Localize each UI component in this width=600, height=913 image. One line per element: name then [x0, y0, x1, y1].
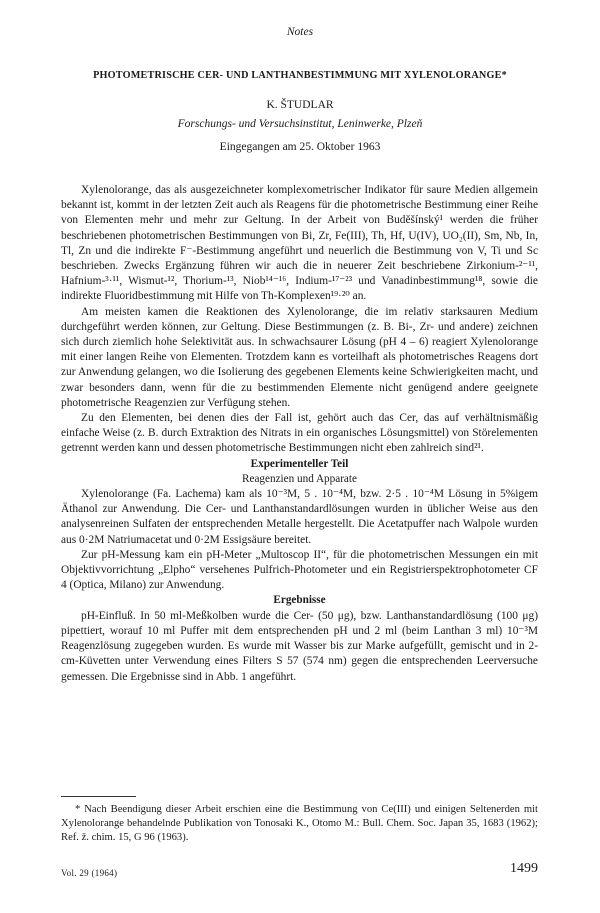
- article-body: [61, 183, 538, 685]
- article-title: PHOTOMETRISCHE CER- UND LANTHANBESTIMMUNG MIT XYLENOLORANGE*: [93, 70, 507, 81]
- footnote-divider: [61, 796, 136, 797]
- section-heading-experimental: Experimenteller Teil: [250, 457, 349, 470]
- paragraph-results-1: pH-Einfluß. In 50 ml-Meßkolben wurde die Cer- (50 μg), bzw. Lanthanstandardlösung (100 μg) pipettiert, worauf 10 ml Puffer mit dem entsprechenden pH und 2 ml (beim Lanthan 3 ml) 10⁻³M Reagenzlösung zugegeben wurden. Es wurde mit Wasser bis zur Marke aufgefüllt, gemischt und in 2-cm-Küvetten unter Verwendung eines Filters S 57 (574 nm) gegen die entsprechenden Leerversuche gemessen. Die Ergebnisse sind in Abb. 1 angeführt.: [61, 609, 538, 683]
- paragraph-intro-2: Am meisten kamen die Reaktionen des Xylenolorange, die im relativ starksauren Medium durchgeführt werden können, zur Geltung. Diese Bestimmungen (z. B. Bi-, Zr- und andere) zeichnen sich durch ziemlich hohe Selektivität aus. In schwachsaurer Lösung (pH 4 – 6) reagiert Xylenolorange mit einer langen Reihe von Elementen. Trotzdem kann es vorteilhaft als photometrisches Reagens dort zur Anwendung gelangen, wo die Isolierung des gegebenen Elements keine Schwierigkeiten macht, und zwar besonders dann, wenn für die zu bestimmenden Elemente nicht genügend andere geeignete photometrische Reagenzien zur Verfügung stehen.: [61, 305, 538, 409]
- footnote: * Nach Beendigung dieser Arbeit erschien eine die Bestimmung von Ce(III) und einigen Seltenerden mit Xylenolorange behandelnde Publikation von Tonosaki K., Otomo M.: Bull. Chem. Soc. Japan 35, 1683 (1962); Ref. ž. chim. 15, G 96 (1963).: [61, 804, 538, 843]
- paragraph-reagents-1: Xylenolorange (Fa. Lachema) kam als 10⁻³M, 5 . 10⁻⁴M, bzw. 2·5 . 10⁻⁴M Lösung in 5%igem Äthanol zur Anwendung. Die Cer- und Lanthanstandardlösungen wurden in üblicher Weise aus den analysenreinen Sulfaten der entsprechenden Metalle hergestellt. Die Acetatpuffer nach Walpole wurden aus 0·2M Natriumacetat und 0·2M Essigsäure bereitet.: [61, 488, 538, 546]
- paragraph-reagents-2: Zur pH-Messung kam ein pH-Meter „Multoscop II“, für die photometrischen Messungen ein mit Objektivvorrichtung „Elpho“ versehenes Pulfrich-Photometer und ein Registrierspektrophotometer CF 4 (Optica, Milano) zur Anwendung.: [61, 548, 538, 592]
- received-date: Eingegangen am 25. Oktober 1963: [219, 141, 381, 153]
- paragraph-intro-1: Xylenolorange, das als ausgezeichneter komplexometrischer Indikator für saure Medien allgemein bekannt ist, kommt in der letzten Zeit auch als Reagens für die photometrische Bestimmung einer Reihe von Elementen mehr und mehr zur Geltung. In der Arbeit von Buděšínský¹ werden die früher beschriebenen photometrischen Bestimmungen von Bi, Zr, Fe(III), Th, Hf, U(IV), UO₂(II), Sm, Nb, In, Tl, Zn und die indirekte F⁻-Bestimmung angeführt und neuerlich die Bestimmung von V, Ti und Sc beschrieben. Zwecks Ergänzung führen wir auch die in neuerer Zeit beschriebene Zirkonium-²⁻¹¹, Hafnium-³·¹¹, Wismut-¹², Thorium-¹³, Niob¹⁴⁻¹⁶, Indium-¹⁷⁻²³ und Vanadinbestimmung¹⁸, sowie die indirekte Fluoridbestimmung mit Hilfe von Th-Komplexen¹⁹·²⁰ an.: [61, 184, 538, 303]
- section-heading-results: Ergebnisse: [273, 594, 326, 607]
- volume-label: Vol. 29 (1964): [61, 868, 118, 878]
- author-name: K. ŠTUDLAR: [266, 99, 334, 111]
- paragraph-intro-3: Zu den Elementen, bei denen dies der Fall ist, gehört auch das Cer, das auf verhältnismäßig einfache Weise (z. B. durch Extraktion des Nitrats in ein organisches Lösungsmittel) von Störelementen getrennt werden kann und dessen photometrische Bestimmungen nicht eben zahlreich sind²¹.: [61, 412, 538, 455]
- author-affiliation: Forschungs- und Versuchsinstitut, Leninwerke, Plzeň: [177, 118, 423, 130]
- page-number: 1499: [510, 861, 538, 876]
- subsection-heading-reagents: Reagenzien und Apparate: [242, 472, 357, 485]
- running-head: Notes: [286, 26, 314, 38]
